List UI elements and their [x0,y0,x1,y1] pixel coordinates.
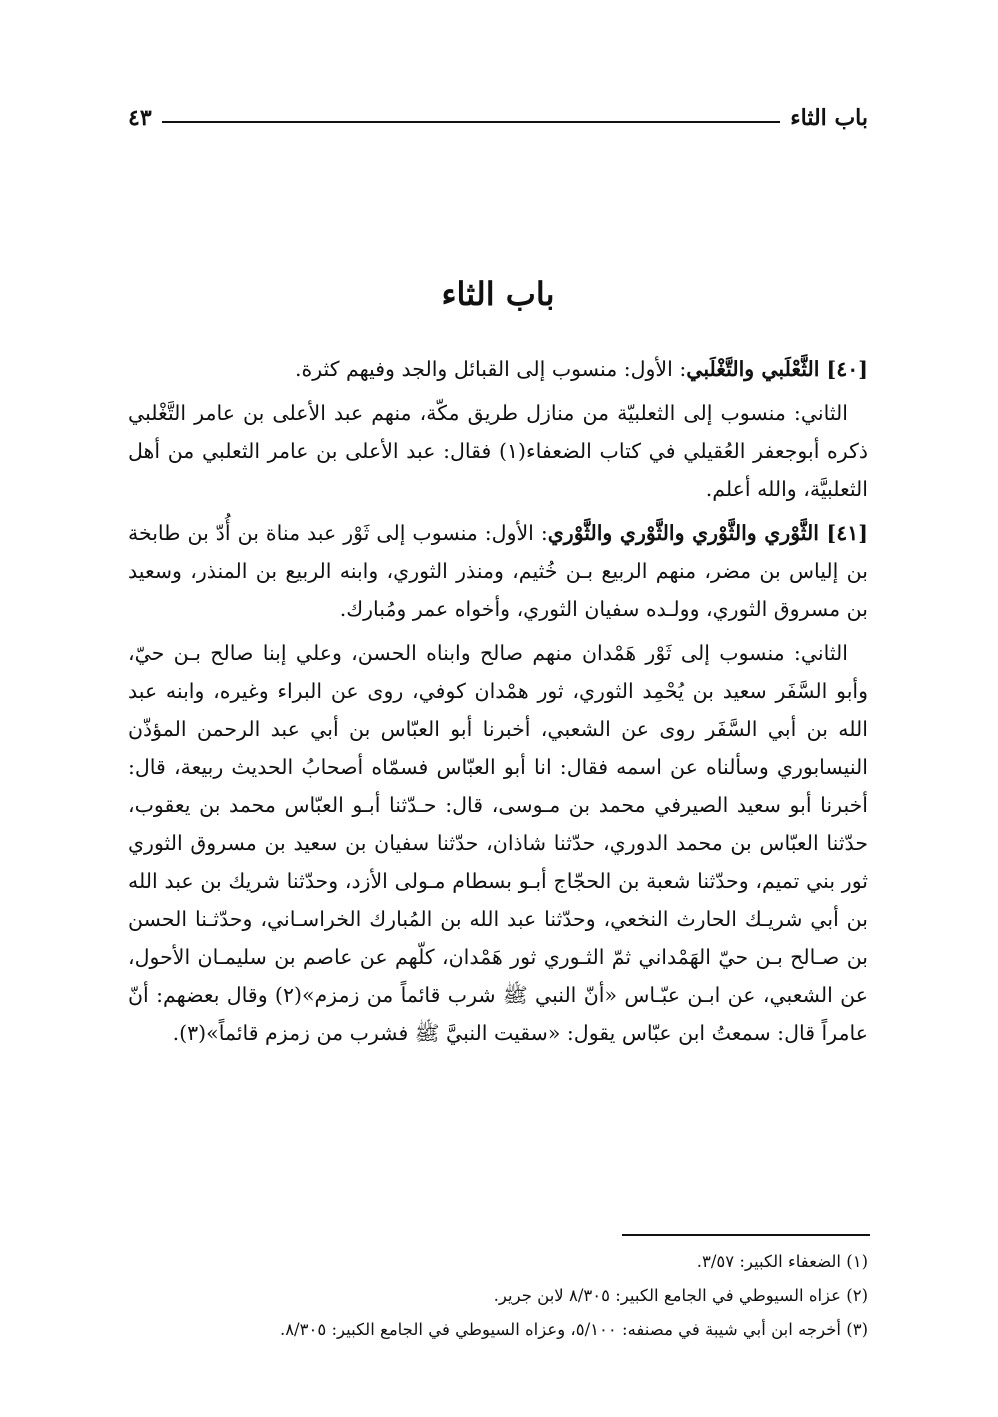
entry-40-paragraph-2: الثاني: منسوب إلى الثعلبيّة من منازل طريق مكّة، منهم عبد الأعلى بن عامر التَّغْلبي ذكره أبوجعفر العُقيلي في كتاب الضعفاء(١) فقال: عبد الأعلى بن عامر الثعلبي من أهل الثعلبيَّة، والله أعلم. [128,401,868,501]
body-text [128,350,868,1058]
footnote-3: (٣) أخرجه ابن أبي شيبة في مصنفه: ٥/١٠٠، وعزاه السيوطي في الجامع الكبير: ٨/٣٠٥. [279,1320,868,1339]
footnote-1: (١) الضعفاء الكبير: ٣/٥٧. [696,1252,868,1271]
running-header [128,98,868,138]
entry-40-heading: [٤٠] الثَّعْلَبي والتَّغْلَبي [686,357,868,381]
entry-41-paragraph-2: الثاني: منسوب إلى ثَوْر هَمْدان منهم صالح وابناه الحسن، وعلي إبنا صالح بـن حيّ، وأبو السَّفَر سعيد بن يُحْمِد الثوري، ثور همْدان كوفي، روى عن البراء وغيره، وابنه عبد الله بن أبي السَّفَر روى عن الشعبي، أخبرنا أبو العبّاس بن أبي عبد الرحمن المؤذّن النيسابوري وسألناه عن اسمه فقال: انا أبو العبّاس فسمّاه أصحابُ الحديث ربيعة، قال: أخبرنا أبو سعيد الصيرفي محمد بن مـوسى، قال: حـدّثنا أبـو العبّاس محمد بن يعقوب، حدّثنا العبّاس بن محمد الدوري، حدّثنا شاذان، حدّثنا سفيان بن سعيد بن مسروق الثوري ثور بني تميم، وحدّثنا شعبة بن الحجّاج أبـو بسطام مـولى الأزد، وحدّثنا شريك بن عبد الله بن أبي شريـك الحارث النخعي، وحدّثنا عبد الله بن المُبارك الخراسـاني، وحدّثـنا الحسن بن صـالح بـن حيّ الهَمْداني ثمّ الثـوري ثور هَمْدان، كلّهم عن عاصم بن سليمـان الأحول، عن الشعبي، عن ابـن عبّـاس «أنّ النبي ﷺ شرب قائماً من زمزم»(٢) وقال بعضهم: أنّ عامراً قال: سمعتُ ابن عبّاس يقول: «سقيت النبيَّ ﷺ فشرب من زمزم قائماً»(٣). [128,641,869,1045]
header-rule [162,121,781,123]
chapter-title: باب الثاء [441,275,555,313]
page-number: ٤٣ [128,105,152,131]
entry-40-text: : الأول: منسوب إلى القبائل والجد وفيهم كثرة. [294,357,687,381]
entry-40-paragraph-1 [128,350,868,388]
footnotes [128,1245,868,1347]
footnote-2: (٢) عزاه السيوطي في الجامع الكبير: ٨/٣٠٥ لابن جرير. [493,1286,868,1305]
entry-41-heading: [٤١] الثَّوْري والثَّوْري والثَّوْري والثَّوْري [547,521,868,545]
entry-41-paragraph-1 [128,514,868,628]
footnote-rule [622,1234,870,1236]
running-header-title: باب الثاء [790,105,868,131]
entry-41-text: : الأول: منسوب إلى ثَوْر عبد مناة بن أُدّ بن طابخة بن إلياس بن مضر، منهم الربيع بـن خُثيم، ومنذر الثوري، وابنه الربيع بن المنذر، وسعيد بن مسروق الثوري، وولـده سفيان الثوري، وأخواه عمر ومُبارك. [128,521,868,621]
